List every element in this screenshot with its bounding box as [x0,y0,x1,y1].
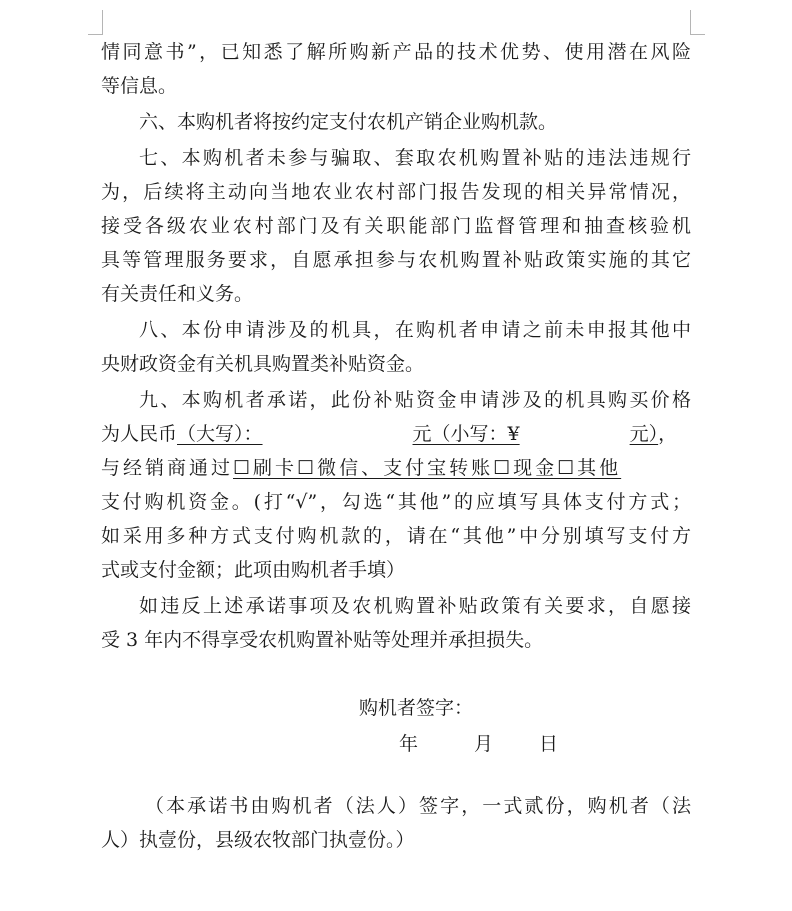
paragraph-6: 六、本购机者将按约定支付农机产销企业购机款。 [139,111,558,133]
paragraph-9-line-2 [101,418,691,450]
buyer-signature-label: 购机者签字： [359,697,474,719]
payment-prefix: 与经销商通过 [101,457,234,479]
price-fill-field[interactable] [177,423,658,445]
margin-corner-mark-right [690,10,705,35]
paragraph-9-line-6: 式或支付金额；此项由购机者手填） [101,559,406,581]
paragraph-9-line-3 [101,452,691,484]
paragraph-7-line-2: 为，后续将主动向当地农业农村部门报告发现的相关异常情况， [101,181,691,203]
note-line-2: 人）执壹份，县级农牧部门执壹份。） [101,829,415,851]
price-yuan-close-label: 元） [629,423,659,445]
paragraph-5-line-1: 情同意书”，已知悉了解所购新产品的技术优势、使用潜在风险 [101,41,691,63]
paragraph-9-line-4: 支付购机资金。(打“√”，勾选“其他”的应填写具体支付方式； [101,491,691,513]
paragraph-7-line-4: 具等管理服务要求，自愿承担参与农机购置补贴政策实施的其它 [101,249,691,271]
price-prefix: 为人民币 [101,423,178,445]
note-line-1: （本承诺书由购机者（法人）签字，一式贰份，购机者（法 [145,795,691,817]
price-daxie-label: （大写）： [177,423,263,445]
margin-corner-mark-left [88,10,103,35]
date-day-label: 日 [539,733,559,755]
paragraph-7-line-1: 七、本购机者未参与骗取、套取农机购置补贴的违法违规行 [139,147,691,169]
paragraph-5-line-2: 等信息。 [101,75,178,97]
warning-line-2: 受 3 年内不得享受农机购置补贴等处理并承担损失。 [101,629,544,651]
payment-method-options[interactable]: ☐刷卡☐微信、支付宝转账☐现金☐其他 [233,457,622,479]
paragraph-9-line-1: 九、本购机者承诺，此份补贴资金申请涉及的机具购买价格 [139,389,691,411]
date-year-label: 年 [399,733,419,755]
paragraph-8-line-2: 央财政资金有关机具购置类补贴资金。 [101,353,425,375]
warning-line-1: 如违反上述承诺事项及农机购置补贴政策有关要求，自愿接 [139,595,691,617]
paragraph-7-line-5: 有关责任和义务。 [101,283,254,305]
price-yuan-label: 元（小写：¥ [412,423,520,445]
price-end-comma: ， [658,423,678,445]
paragraph-7-line-3: 接受各级农业农村部门及有关职能部门监督管理和抽查核验机 [101,215,691,237]
paragraph-8-line-1: 八、本份申请涉及的机具，在购机者申请之前未申报其他中 [139,319,691,341]
date-month-label: 月 [474,733,494,755]
paragraph-9-line-5: 如采用多种方式支付购机款的，请在“其他”中分别填写支付方 [101,525,691,547]
